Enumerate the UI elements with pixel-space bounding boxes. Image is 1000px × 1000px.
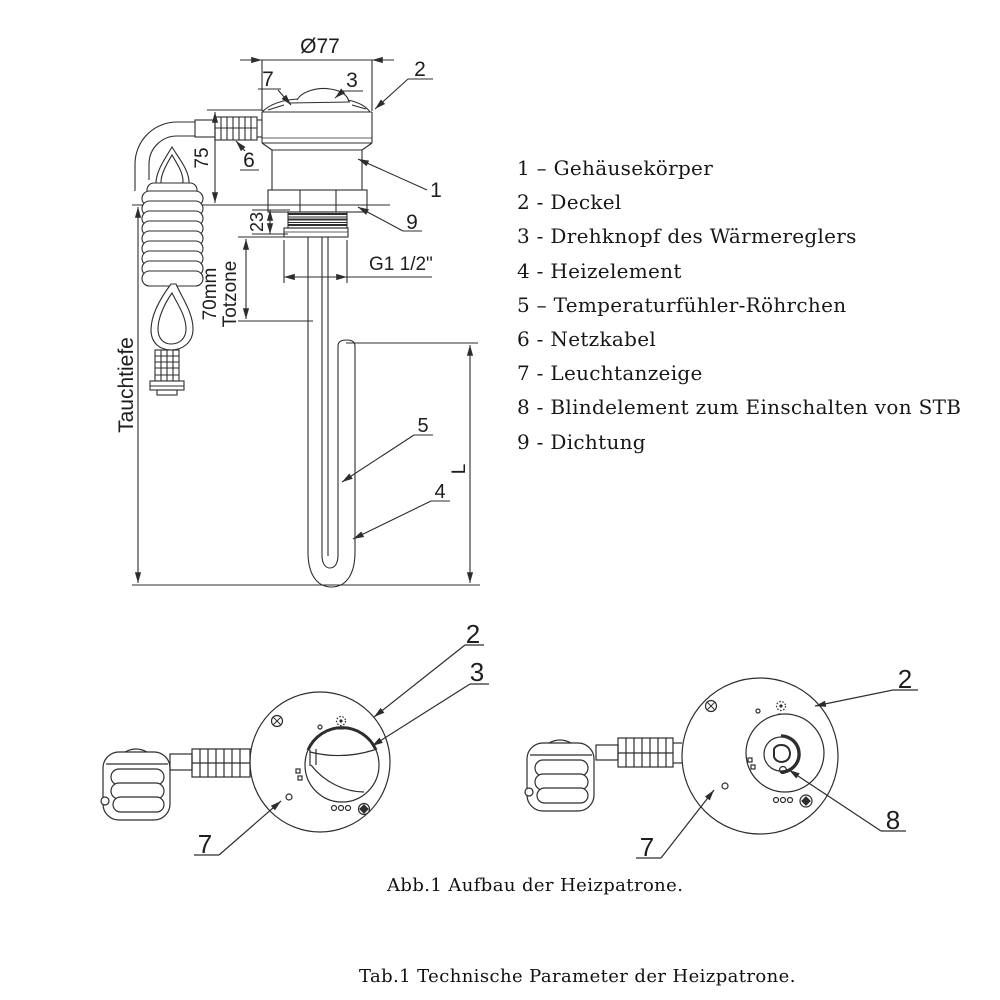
dim-23-label: 23: [247, 211, 267, 233]
dimension-dead-zone: [238, 237, 313, 321]
callout-3: 3: [346, 69, 358, 92]
parts-legend: [517, 151, 961, 459]
legend-item-5: 5 – Temperaturfühler-Röhrchen: [517, 292, 847, 317]
knob-profile: [297, 88, 349, 102]
table-caption: Tab.1 Technische Parameter der Heizpatrone.: [359, 966, 796, 987]
left-view-labels: [198, 619, 484, 859]
gland-right: [596, 738, 682, 767]
u-bend-inner: [322, 555, 338, 568]
sensor-tube-cap: [338, 340, 355, 349]
heater-head: [195, 88, 372, 237]
figure-caption: Abb.1 Aufbau der Heizpatrone.: [387, 875, 684, 896]
callout-right-8: 8: [885, 805, 901, 835]
cover-circle-right: [682, 678, 838, 834]
screw-top-left: [272, 716, 283, 727]
legend-item-3: 3 - Drehknopf des Wärmereglers: [517, 224, 857, 249]
dim-70mm-label: 70mm: [200, 267, 221, 321]
callout-right-7: 7: [639, 832, 655, 862]
dim-tauchtiefe-label: Tauchtiefe: [115, 337, 138, 433]
dim-totzone-label: Totzone: [220, 260, 241, 328]
screw-top-left-right-view: [706, 701, 717, 712]
dim-diameter-label: Ø77: [300, 35, 340, 58]
recess-circle: [746, 714, 824, 792]
callout-7: 7: [262, 68, 274, 91]
legend-item-8: 8 - Blindelement zum Einschalten von STB: [517, 395, 962, 420]
indicator-led-right: [722, 783, 728, 789]
callout-left-3: 3: [469, 657, 485, 687]
front-view-right: [525, 664, 918, 862]
seal-collar: [284, 228, 348, 237]
main-view: [115, 35, 480, 587]
cable-plug: [150, 350, 184, 395]
cable-gland: [195, 117, 262, 140]
hex-nut: [268, 190, 367, 212]
callouts-left-view: [194, 645, 489, 855]
cable-coil: [142, 183, 203, 286]
callout-left-7: 7: [197, 829, 213, 859]
blind-element-hub: [764, 736, 800, 774]
legend-item-7: 7 - Leuchtanzeige: [517, 361, 703, 386]
gland-left: [170, 749, 250, 777]
u-bend-outer: [308, 552, 355, 587]
legend-item-1: 1 – Gehäusekörper: [517, 156, 714, 180]
screw-bottom-right: [359, 804, 370, 815]
callout-1: 1: [430, 179, 442, 202]
thermostat-knob: [305, 728, 379, 802]
callout-left-2: 2: [465, 619, 481, 649]
dial-markings-right: [722, 702, 793, 803]
dim-75-label: 75: [192, 147, 213, 169]
callouts-main: [236, 79, 450, 539]
callout-2: 2: [414, 58, 426, 81]
callout-9: 9: [406, 211, 418, 234]
heating-tubes: [308, 237, 355, 587]
screw-bottom-right-right-view: [800, 795, 812, 807]
plug-right: [525, 740, 594, 811]
dimension-element-length: [346, 343, 478, 583]
indicator-led: [286, 794, 292, 800]
callout-right-2: 2: [897, 664, 913, 694]
callout-6: 6: [243, 149, 255, 172]
legend-item-4: 4 - Heizelement: [517, 258, 682, 283]
front-view-left: [101, 619, 489, 859]
dim-length-label: L: [449, 463, 470, 475]
dim-thread-size-label: G1 1/2": [369, 254, 433, 275]
callout-5: 5: [417, 415, 429, 437]
legend-item-9: 9 - Dichtung: [517, 429, 646, 454]
legend-item-2: 2 - Deckel: [517, 190, 622, 215]
thread-section: [288, 212, 347, 228]
dial-markings-left: [286, 717, 351, 811]
plug-left: [101, 749, 170, 820]
legend-item-6: 6 - Netzkabel: [517, 327, 657, 352]
callout-4: 4: [434, 481, 446, 503]
